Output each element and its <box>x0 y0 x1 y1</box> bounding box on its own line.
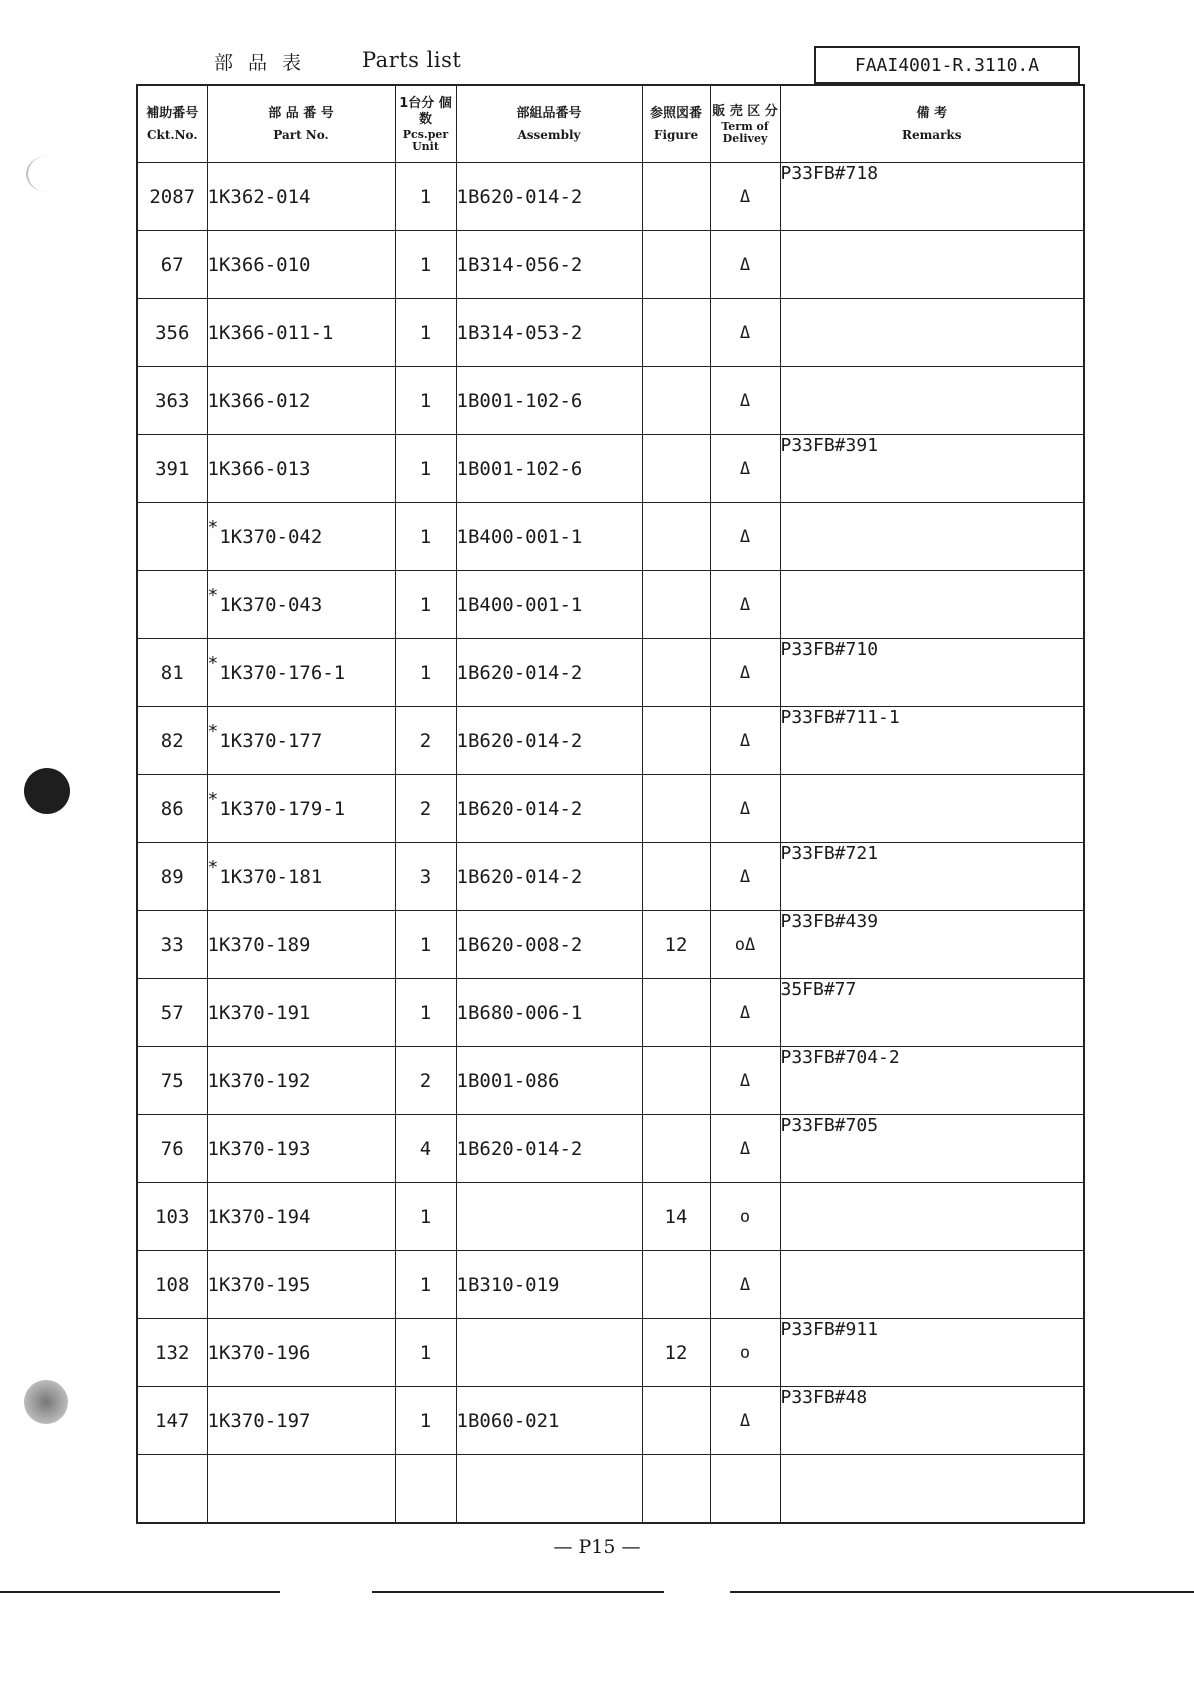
figure-cell <box>642 435 710 503</box>
assembly-cell <box>456 1319 642 1387</box>
part-no-text: 1K370-179-1 <box>219 797 346 820</box>
term-cell: Δ <box>710 1387 780 1455</box>
table-row <box>137 1455 1084 1524</box>
header-figure: 参照図番 Figure <box>642 85 710 163</box>
term-cell: Δ <box>710 639 780 707</box>
ckt-cell: 75 <box>137 1047 207 1115</box>
page-title-jp: 部品表 <box>214 52 317 74</box>
term-cell: Δ <box>710 1115 780 1183</box>
part-no-cell <box>207 367 395 435</box>
remarks-cell <box>780 367 1084 435</box>
remarks-cell: P33FB#710 <box>780 639 1084 707</box>
term-cell: oΔ <box>710 911 780 979</box>
part-no-cell <box>207 1455 395 1524</box>
part-no-cell <box>207 435 395 503</box>
ckt-cell: 103 <box>137 1183 207 1251</box>
figure-cell <box>642 367 710 435</box>
pcs-cell: 2 <box>395 1047 456 1115</box>
ckt-cell: 33 <box>137 911 207 979</box>
part-no-text: 1K366-012 <box>207 389 311 412</box>
remarks-cell <box>780 299 1084 367</box>
part-no-text: 1K370-189 <box>207 933 311 956</box>
term-cell: Δ <box>710 979 780 1047</box>
ckt-cell: 391 <box>137 435 207 503</box>
term-cell: Δ <box>710 571 780 639</box>
assembly-cell: 1B620-014-2 <box>456 639 642 707</box>
figure-cell <box>642 503 710 571</box>
table-row <box>137 1251 1084 1319</box>
table-row <box>137 1319 1084 1387</box>
ckt-cell: 363 <box>137 367 207 435</box>
part-no-text: 1K366-010 <box>207 253 311 276</box>
pcs-cell: 1 <box>395 1319 456 1387</box>
new-part-star-mark: * <box>207 856 219 878</box>
bottom-rule-middle <box>372 1591 664 1593</box>
assembly-cell: 1B310-019 <box>456 1251 642 1319</box>
figure-cell <box>642 707 710 775</box>
header-assembly: 部組品番号 Assembly <box>456 85 642 163</box>
pcs-cell: 1 <box>395 1387 456 1455</box>
table-header-row <box>137 85 1084 163</box>
remarks-cell: P33FB#705 <box>780 1115 1084 1183</box>
ckt-cell: 132 <box>137 1319 207 1387</box>
table-row <box>137 571 1084 639</box>
table-row <box>137 367 1084 435</box>
figure-cell <box>642 571 710 639</box>
remarks-cell <box>780 231 1084 299</box>
document-code-box: FAAI4001-R.3110.A <box>814 46 1080 84</box>
part-no-cell <box>207 1251 395 1319</box>
assembly-cell: 1B001-102-6 <box>456 435 642 503</box>
figure-cell <box>642 1047 710 1115</box>
assembly-cell: 1B001-102-6 <box>456 367 642 435</box>
part-no-text: 1K370-043 <box>219 593 323 616</box>
table-row <box>137 503 1084 571</box>
part-no-cell <box>207 299 395 367</box>
pcs-cell: 4 <box>395 1115 456 1183</box>
page-number: — P15 — <box>553 1536 641 1558</box>
part-no-text: 1K370-042 <box>219 525 323 548</box>
term-cell <box>710 1455 780 1524</box>
figure-cell <box>642 299 710 367</box>
ckt-cell: 82 <box>137 707 207 775</box>
ckt-cell: 86 <box>137 775 207 843</box>
part-no-cell <box>207 1047 395 1115</box>
part-no-cell <box>207 843 395 911</box>
part-no-cell <box>207 979 395 1047</box>
new-part-star-mark: * <box>207 788 219 810</box>
bottom-rule-left <box>0 1591 280 1593</box>
pcs-cell: 1 <box>395 1251 456 1319</box>
ckt-cell: 147 <box>137 1387 207 1455</box>
pcs-cell: 1 <box>395 911 456 979</box>
assembly-cell: 1B620-014-2 <box>456 707 642 775</box>
part-no-cell <box>207 775 395 843</box>
remarks-cell: P33FB#391 <box>780 435 1084 503</box>
ckt-cell: 76 <box>137 1115 207 1183</box>
part-no-text: 1K370-191 <box>207 1001 311 1024</box>
part-no-cell <box>207 1183 395 1251</box>
figure-cell <box>642 775 710 843</box>
ckt-cell <box>137 503 207 571</box>
ckt-cell <box>137 1455 207 1524</box>
part-no-cell <box>207 163 395 231</box>
ckt-cell <box>137 571 207 639</box>
part-no-text: 1K366-011-1 <box>207 321 334 344</box>
table-row <box>137 911 1084 979</box>
term-cell: Δ <box>710 843 780 911</box>
ckt-cell: 2087 <box>137 163 207 231</box>
figure-cell <box>642 979 710 1047</box>
part-no-cell <box>207 1319 395 1387</box>
term-cell: Δ <box>710 367 780 435</box>
table-row <box>137 163 1084 231</box>
ckt-cell: 57 <box>137 979 207 1047</box>
figure-cell <box>642 1455 710 1524</box>
punch-hole-mark-top <box>26 156 68 192</box>
remarks-cell <box>780 571 1084 639</box>
part-no-cell <box>207 639 395 707</box>
header-pcs-per-unit: 1台分 個 数 Pcs.per Unit <box>395 85 456 163</box>
part-no-text: 1K362-014 <box>207 185 311 208</box>
remarks-cell: P33FB#721 <box>780 843 1084 911</box>
assembly-cell <box>456 1183 642 1251</box>
assembly-cell: 1B620-014-2 <box>456 1115 642 1183</box>
part-no-text: 1K370-176-1 <box>219 661 346 684</box>
ckt-cell: 81 <box>137 639 207 707</box>
assembly-cell: 1B400-001-1 <box>456 503 642 571</box>
part-no-cell <box>207 503 395 571</box>
term-cell: Δ <box>710 163 780 231</box>
table-row <box>137 1387 1084 1455</box>
assembly-cell: 1B314-053-2 <box>456 299 642 367</box>
part-no-cell <box>207 707 395 775</box>
remarks-cell <box>780 775 1084 843</box>
assembly-cell <box>456 1455 642 1524</box>
table-row <box>137 979 1084 1047</box>
pcs-cell: 1 <box>395 231 456 299</box>
ckt-cell: 108 <box>137 1251 207 1319</box>
punch-hole-mark-bottom <box>24 1380 68 1424</box>
assembly-cell: 1B060-021 <box>456 1387 642 1455</box>
pcs-cell: 1 <box>395 639 456 707</box>
assembly-cell: 1B620-014-2 <box>456 775 642 843</box>
new-part-star-mark: * <box>207 720 219 742</box>
pcs-cell: 1 <box>395 1183 456 1251</box>
term-cell: Δ <box>710 435 780 503</box>
part-no-text: 1K370-192 <box>207 1069 311 1092</box>
table-row <box>137 1047 1084 1115</box>
figure-cell: 12 <box>642 1319 710 1387</box>
pcs-cell: 1 <box>395 503 456 571</box>
remarks-cell: P33FB#911 <box>780 1319 1084 1387</box>
new-part-star-mark: * <box>207 584 219 606</box>
pcs-cell: 3 <box>395 843 456 911</box>
table-row <box>137 775 1084 843</box>
remarks-cell: P33FB#704-2 <box>780 1047 1084 1115</box>
part-no-text: 1K370-193 <box>207 1137 311 1160</box>
term-cell: o <box>710 1319 780 1387</box>
part-no-cell <box>207 1115 395 1183</box>
table-row <box>137 707 1084 775</box>
term-cell: Δ <box>710 1251 780 1319</box>
new-part-star-mark: * <box>207 652 219 674</box>
remarks-cell: P33FB#718 <box>780 163 1084 231</box>
assembly-cell: 1B620-008-2 <box>456 911 642 979</box>
part-no-cell <box>207 571 395 639</box>
pcs-cell: 1 <box>395 299 456 367</box>
part-no-text: 1K370-196 <box>207 1341 311 1364</box>
term-cell: Δ <box>710 299 780 367</box>
punch-hole-mark-middle <box>24 768 70 814</box>
term-cell: o <box>710 1183 780 1251</box>
remarks-cell <box>780 1251 1084 1319</box>
remarks-cell <box>780 1455 1084 1524</box>
term-cell: Δ <box>710 775 780 843</box>
table-row <box>137 1115 1084 1183</box>
part-no-text: 1K370-194 <box>207 1205 311 1228</box>
header-term-of-delivery: 販 売 区 分 Term of Delivey <box>710 85 780 163</box>
pcs-cell: 2 <box>395 707 456 775</box>
part-no-cell <box>207 911 395 979</box>
table-row <box>137 231 1084 299</box>
figure-cell <box>642 843 710 911</box>
assembly-cell: 1B400-001-1 <box>456 571 642 639</box>
figure-cell <box>642 1387 710 1455</box>
pcs-cell: 1 <box>395 163 456 231</box>
remarks-cell: 35FB#77 <box>780 979 1084 1047</box>
figure-cell <box>642 639 710 707</box>
part-no-text: 1K370-195 <box>207 1273 311 1296</box>
pcs-cell <box>395 1455 456 1524</box>
table-row <box>137 1183 1084 1251</box>
figure-cell: 12 <box>642 911 710 979</box>
part-no-cell <box>207 1387 395 1455</box>
part-no-text: 1K370-197 <box>207 1409 311 1432</box>
figure-cell <box>642 1251 710 1319</box>
term-cell: Δ <box>710 231 780 299</box>
header-ckt-no: 補助番号 Ckt.No. <box>137 85 207 163</box>
header-part-no: 部 品 番 号 Part No. <box>207 85 395 163</box>
remarks-cell <box>780 1183 1084 1251</box>
ckt-cell: 89 <box>137 843 207 911</box>
term-cell: Δ <box>710 707 780 775</box>
table-row <box>137 299 1084 367</box>
part-no-text: 1K370-181 <box>219 865 323 888</box>
pcs-cell: 1 <box>395 979 456 1047</box>
part-no-text: 1K370-177 <box>219 729 323 752</box>
parts-table <box>136 84 1085 1524</box>
remarks-cell: P33FB#439 <box>780 911 1084 979</box>
header-remarks: 備 考 Remarks <box>780 85 1084 163</box>
assembly-cell: 1B620-014-2 <box>456 163 642 231</box>
term-cell: Δ <box>710 503 780 571</box>
assembly-cell: 1B620-014-2 <box>456 843 642 911</box>
pcs-cell: 2 <box>395 775 456 843</box>
assembly-cell: 1B680-006-1 <box>456 979 642 1047</box>
new-part-star-mark: * <box>207 516 219 538</box>
term-cell: Δ <box>710 1047 780 1115</box>
ckt-cell: 67 <box>137 231 207 299</box>
figure-cell <box>642 163 710 231</box>
pcs-cell: 1 <box>395 367 456 435</box>
pcs-cell: 1 <box>395 435 456 503</box>
figure-cell <box>642 1115 710 1183</box>
remarks-cell: P33FB#48 <box>780 1387 1084 1455</box>
figure-cell: 14 <box>642 1183 710 1251</box>
ckt-cell: 356 <box>137 299 207 367</box>
page-title-en: Parts list <box>362 48 462 72</box>
part-no-cell <box>207 231 395 299</box>
pcs-cell: 1 <box>395 571 456 639</box>
part-no-text: 1K366-013 <box>207 457 311 480</box>
assembly-cell: 1B314-056-2 <box>456 231 642 299</box>
assembly-cell: 1B001-086 <box>456 1047 642 1115</box>
remarks-cell: P33FB#711-1 <box>780 707 1084 775</box>
figure-cell <box>642 231 710 299</box>
table-row <box>137 435 1084 503</box>
table-row <box>137 639 1084 707</box>
table-row <box>137 843 1084 911</box>
bottom-rule-right <box>730 1591 1194 1593</box>
remarks-cell <box>780 503 1084 571</box>
